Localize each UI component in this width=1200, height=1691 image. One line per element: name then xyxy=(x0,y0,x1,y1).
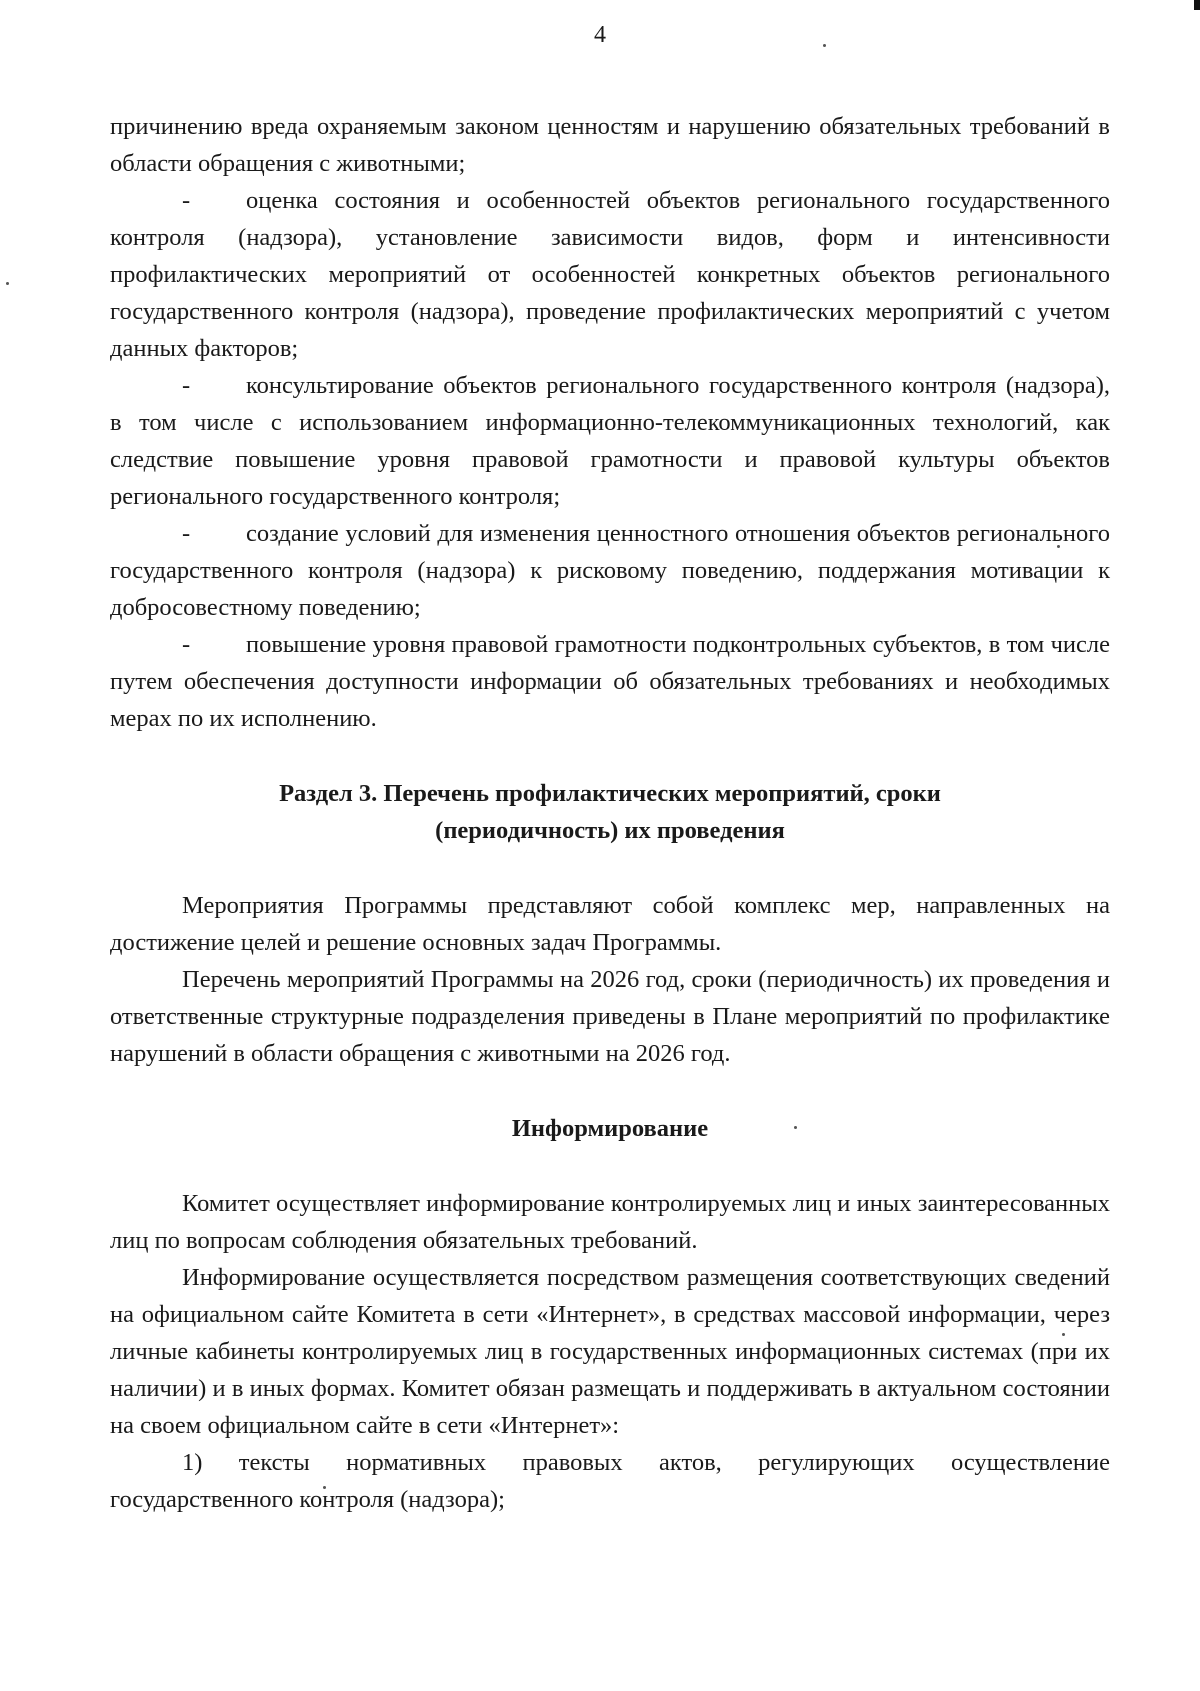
section-3-heading: Раздел 3. Перечень профилактических мероприятий, сроки (периодичность) их проведения xyxy=(279,780,941,844)
paragraph: Информирование осуществляется посредством размещения соответствующих сведений на официальном сайте Комитета в сети «Интернет», в средствах массовой информации, через личные кабинеты контролируемых лиц в государственных информационных системах (при их наличии) и в иных формах. Комитет обязан размещать и поддерживать в актуальном состоянии на своем официальном сайте в сети «Интернет»: xyxy=(110,1264,1110,1439)
bullet-text: создание условий для изменения ценностного отношения объектов регионального государственного контроля (надзора) к рисковому поведению, поддержания мотивации к добросовестному поведению; xyxy=(110,520,1110,621)
scan-corner-mark xyxy=(1194,0,1200,10)
informing-heading: Информирование xyxy=(511,1115,709,1142)
bullet-dash: - xyxy=(182,631,191,658)
bullet-text: консультирование объектов регионального государственного контроля (надзора), в том числе с использованием информационно-телекоммуникационных технологий, как следствие повышение уровня правовой грамотности и правовой культуры объектов регионального государственного контроля; xyxy=(110,372,1110,510)
bullet-text: повышение уровня правовой грамотности подконтрольных субъектов, в том числе путем обеспечения доступности информации об обязательных требованиях и необходимых мерах по их исполнению. xyxy=(110,631,1110,732)
bullet-item xyxy=(110,182,1110,367)
list-item: 1) тексты нормативных правовых актов, регулирующих осуществление государственного контроля (надзора); xyxy=(110,1449,1110,1513)
paragraph: Перечень мероприятий Программы на 2026 год, сроки (периодичность) их проведения и ответственные структурные подразделения приведены в Плане мероприятий по профилактике нарушений в области обращения с животными на 2026 год. xyxy=(110,966,1110,1067)
page-number: 4 xyxy=(594,22,606,48)
paragraph: причинению вреда охраняемым законом ценностям и нарушению обязательных требований в области обращения с животными; xyxy=(110,113,1110,177)
bullet-dash: - xyxy=(182,187,191,214)
scan-speck xyxy=(6,282,9,285)
bullet-dash: - xyxy=(182,520,191,547)
paragraph: Мероприятия Программы представляют собой комплекс мер, направленных на достижение целей и решение основных задач Программы. xyxy=(110,892,1110,956)
paragraph: Комитет осуществляет информирование контролируемых лиц и иных заинтересованных лиц по вопросам соблюдения обязательных требований. xyxy=(110,1190,1110,1254)
bullet-text: оценка состояния и особенностей объектов регионального государственного контроля (надзора), установление зависимости видов, форм и интенсивности профилактических мероприятий от особенностей конкретных объектов регионального государственного контроля (надзора), проведение профилактических мероприятий с учетом данных факторов; xyxy=(110,187,1110,362)
bullet-item xyxy=(110,367,1110,515)
bullet-item xyxy=(110,515,1110,626)
bullet-dash: - xyxy=(182,372,191,399)
bullet-item xyxy=(110,626,1110,737)
document-body xyxy=(110,108,1110,1518)
